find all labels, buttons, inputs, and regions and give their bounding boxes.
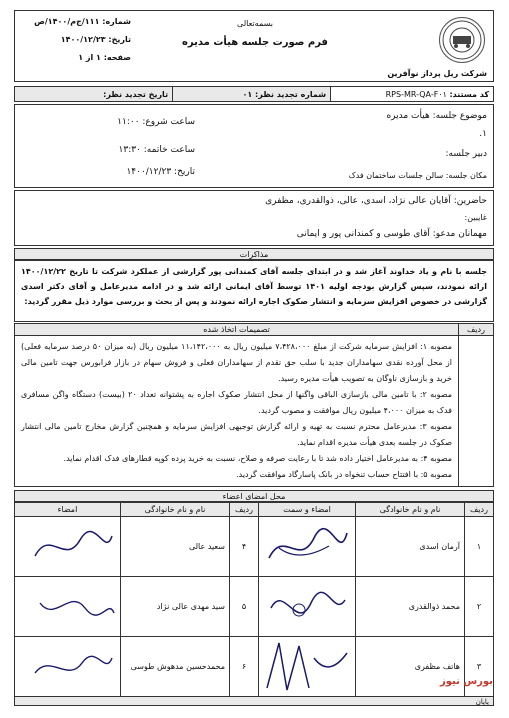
decision-item: مصوبه ۱: افزایش سرمایه شرکت از مبلغ ۷،۴۲۸،۰۰۰ میلیون ریال به ۱۱،۱۴۲،۰۰۰ میلیون ریال (به میزان ۵۰ درصد سرمایه فعلی) از محل آورده نقدی سهامداران جدید با سلب حق تقدم از سهامداران فعلی و فروش سهام در بازار فرابورس جهت تامین مالی خرید و بازسازی ناوگان به تصویب هیأت مدیره رسید. bbox=[21, 342, 453, 383]
end-label: پایان bbox=[14, 696, 494, 706]
doc-date: تاریخ: ۱۴۰۰/۱۲/۲۳ bbox=[60, 35, 131, 44]
start-time: ساعت شروع: ۱۱:۰۰ bbox=[117, 117, 195, 127]
discussion-heading: مذاکرات bbox=[14, 248, 494, 260]
signature-image bbox=[15, 637, 121, 697]
decision-item: مصوبه ۴: به مدیرعامل اختیار داده شد تا با رعایت صرفه و صلاح، نسبت به خرید پرده کوپه قطارهای فدک اقدام نماید. bbox=[63, 454, 452, 463]
sig-name: محمدحسین مدهوش طوسی bbox=[121, 637, 230, 697]
doc-page: صفحه: ۱ از ۱ bbox=[78, 53, 131, 62]
discussion-text: جلسه با نام و یاد خداوند آغاز شد و در ابتدای جلسه آقای کمندانی پور گزارشی از عملکرد شرکت تا تاریخ ۱۴۰۰/۱۲/۲۲ ارائه نمودند، سپس گزارش بودجه اولیه ۱۴۰۱ توسط آقای ایمانی ارائه شد و در ادامه مدیرعامل و آقای دکتر اسدی گزارشی در خصوص افزایش سرمایه و انتشار صکوک اجاره ارائه نمودند و پس از بحث و بررسی موارد ذیل مقرر گردید: bbox=[14, 260, 494, 322]
revision-number: شماره تجدید نظر: ۰۱ bbox=[173, 87, 331, 102]
signature-row bbox=[15, 637, 494, 697]
doc-code-value: RPS-MR-QA-F۰۱ bbox=[385, 89, 447, 99]
signature-row bbox=[15, 517, 494, 577]
meeting-index: ۱. bbox=[479, 129, 487, 139]
sig-num: ۲ bbox=[465, 577, 494, 637]
sig-col-sign-pos: امضاء و سمت bbox=[259, 503, 356, 517]
decisions-heading: تصمیمات اتخاذ شده bbox=[15, 324, 459, 336]
invited-guests: مهمانان مدعو: آقای طوسی و کمندانی پور و ایمانی bbox=[296, 229, 487, 239]
form-title: فرم صورت جلسه هیأت مدیره bbox=[182, 37, 328, 48]
sig-num: ۵ bbox=[230, 577, 259, 637]
sig-col-sign: امضاء bbox=[15, 503, 121, 517]
signature-row bbox=[15, 577, 494, 637]
meeting-subject: موضوع جلسه: هیأت مدیره bbox=[386, 111, 487, 121]
invocation: بسمه‌تعالی bbox=[237, 19, 273, 28]
revision-date: تاریخ تجدید نظر: bbox=[15, 87, 173, 102]
signature-image bbox=[259, 637, 356, 697]
sig-num: ۶ bbox=[230, 637, 259, 697]
signature-image bbox=[259, 517, 356, 577]
absentees: غایبین: bbox=[464, 213, 487, 222]
sig-name: هاتف مظفری bbox=[356, 637, 465, 697]
doc-code-cell bbox=[331, 87, 494, 102]
sig-num: ۱ bbox=[465, 517, 494, 577]
doc-number: شماره: ۱۱۱/ج‌م/۱۴۰۰/ص bbox=[34, 17, 131, 26]
signature-image bbox=[259, 577, 356, 637]
sig-col-name-left: نام و نام خانوادگی bbox=[121, 503, 230, 517]
company-name: شرکت ریل پرداز نوآفرین bbox=[387, 69, 487, 78]
sig-col-row-left: ردیف bbox=[230, 503, 259, 517]
signatures-table bbox=[14, 502, 494, 697]
header-box bbox=[14, 10, 494, 82]
sig-name: محمد ذوالقدری bbox=[356, 577, 465, 637]
sig-col-row-right: ردیف bbox=[465, 503, 494, 517]
decision-item: مصوبه ۲: با تامین مالی بازسازی الباقی واگنها از محل انتشار صکوک اجاره به پشتوانه تعداد ۲۰ (بیست) دستگاه واگن مسافری فدک به میزان ۴،۰۰۰ میلیون ریال موافقت و مصوب گردید. bbox=[21, 390, 452, 415]
sig-name: سید مهدی عالی نژاد bbox=[121, 577, 230, 637]
sig-num: ۳ bbox=[465, 637, 494, 697]
sig-name: سعید عالی bbox=[121, 517, 230, 577]
sig-col-name-right: نام و نام خانوادگی bbox=[356, 503, 465, 517]
attendees-box bbox=[14, 190, 494, 246]
sig-name: آرمان اسدی bbox=[356, 517, 465, 577]
signature-image bbox=[15, 517, 121, 577]
sig-num: ۴ bbox=[230, 517, 259, 577]
meeting-location: مکان جلسه: سالن جلسات ساختمان فدک bbox=[348, 171, 487, 180]
meeting-date: تاریخ: ۱۴۰۰/۱۲/۲۳ bbox=[126, 167, 195, 177]
decision-item: مصوبه ۵: با افتتاح حساب تنخواه در بانک پاسارگاد موافقت گردید. bbox=[236, 470, 452, 479]
signature-image bbox=[15, 577, 121, 637]
signatures-heading: محل امضای اعضاء bbox=[14, 490, 494, 502]
watermark: بورس نیوز bbox=[440, 676, 493, 687]
end-time: ساعت خاتمه: ۱۳:۳۰ bbox=[118, 145, 195, 155]
meeting-secretary: دبیر جلسه: bbox=[445, 149, 487, 159]
decisions-table bbox=[14, 323, 494, 487]
company-logo bbox=[439, 17, 485, 63]
decisions-col-row: ردیف bbox=[459, 324, 494, 336]
meeting-info-box bbox=[14, 104, 494, 188]
attendees: حاضرین: آقایان عالی نژاد، اسدی، عالی، ذوالقدری، مظفری bbox=[265, 196, 487, 206]
decision-item: مصوبه ۳: مدیرعامل محترم نسبت به تهیه و ارائه گزارش توجیهی افزایش سرمایه و همچنین گزارش مخارج تامین مالی انتشار صکوک در جلسه بعدی هیأت مدیره اقدام نماید. bbox=[21, 422, 452, 447]
decisions-list bbox=[15, 336, 459, 487]
doc-code-label: کد مستند: bbox=[449, 89, 489, 99]
code-row bbox=[14, 86, 494, 102]
